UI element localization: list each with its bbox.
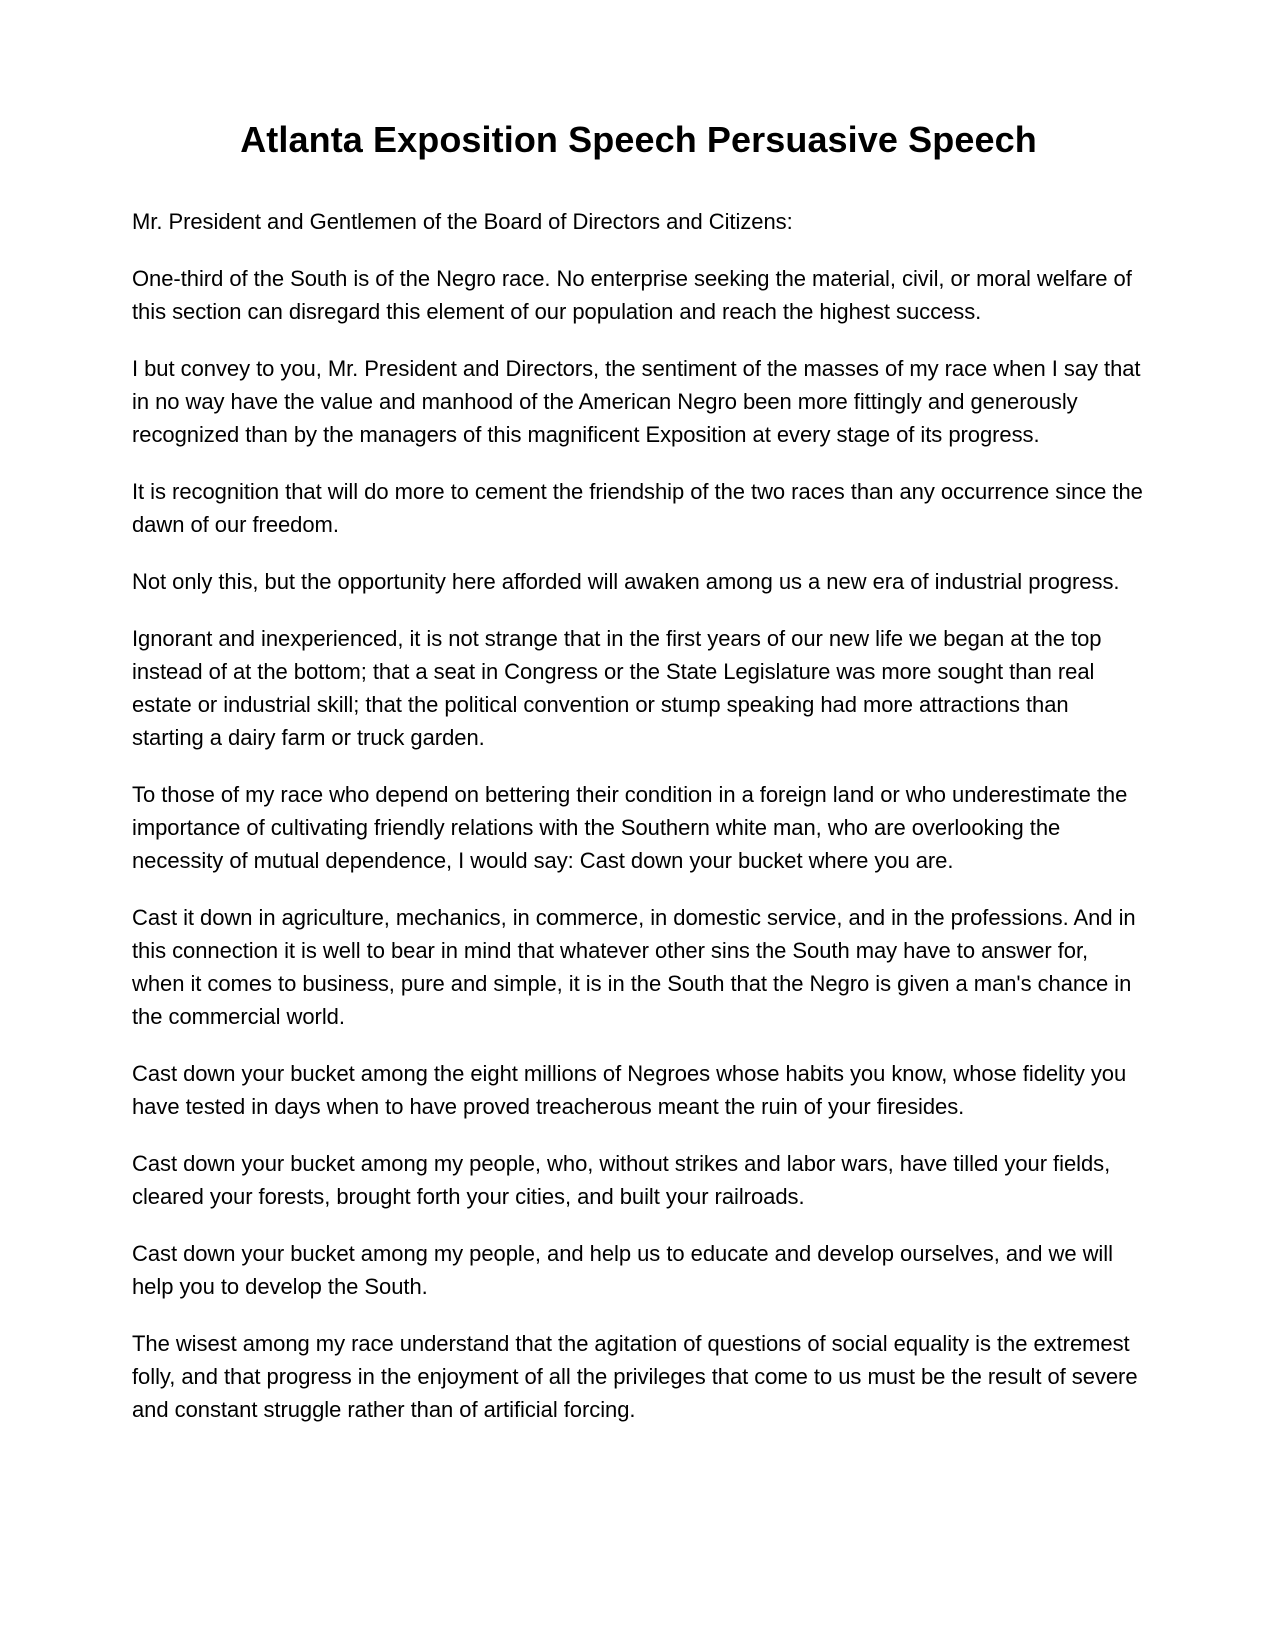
paragraph: I but convey to you, Mr. President and Directors, the sentiment of the masses of my race when I say that in no way have the value and manhood of the American Negro been more fittingly and generously recognized than by the managers of this magnificent Exposition at every stage of its progress. (132, 356, 1141, 447)
paragraph: One-third of the South is of the Negro race. No enterprise seeking the material, civil, or moral welfare of this section can disregard this element of our population and reach the highest success. (132, 266, 1132, 324)
paragraph: The wisest among my race understand that the agitation of questions of social equality is the extremest folly, and that progress in the enjoyment of all the privileges that come to us must be the result of severe and constant struggle rather than of artificial forcing. (132, 1331, 1138, 1422)
paragraph: Cast down your bucket among my people, and help us to educate and develop ourselves, and we will help you to develop the South. (132, 1241, 1113, 1299)
paragraph: Ignorant and inexperienced, it is not strange that in the first years of our new life we began at the top instead of at the bottom; that a seat in Congress or the State Legislature was more sought than real estate or industrial skill; that the political convention or stump speaking had more attractions than starting a dairy farm or truck garden. (132, 626, 1102, 750)
paragraph: It is recognition that will do more to cement the friendship of the two races than any occurrence since the dawn of our freedom. (132, 479, 1143, 537)
paragraph: Cast down your bucket among my people, who, without strikes and labor wars, have tilled your fields, cleared your forests, brought forth your cities, and built your railroads. (132, 1151, 1111, 1209)
document-body (132, 205, 1145, 1426)
paragraph: To those of my race who depend on bettering their condition in a foreign land or who underestimate the importance of cultivating friendly relations with the Southern white man, who are overlooking the necessity of mutual dependence, I would say: Cast down your bucket where you are. (132, 782, 1128, 873)
document-title: Atlanta Exposition Speech Persuasive Speech (240, 119, 1037, 160)
salutation: Mr. President and Gentlemen of the Board of Directors and Citizens: (132, 209, 793, 234)
paragraph: Cast down your bucket among the eight millions of Negroes whose habits you know, whose fidelity you have tested in days when to have proved treacherous meant the ruin of your firesides. (132, 1061, 1127, 1119)
paragraph: Cast it down in agriculture, mechanics, in commerce, in domestic service, and in the professions. And in this connection it is well to bear in mind that whatever other sins the South may have to answer for, when it comes to business, pure and simple, it is in the South that the Negro is given a man's chance in the commercial world. (132, 905, 1136, 1029)
paragraph: Not only this, but the opportunity here afforded will awaken among us a new era of industrial progress. (132, 569, 1120, 594)
